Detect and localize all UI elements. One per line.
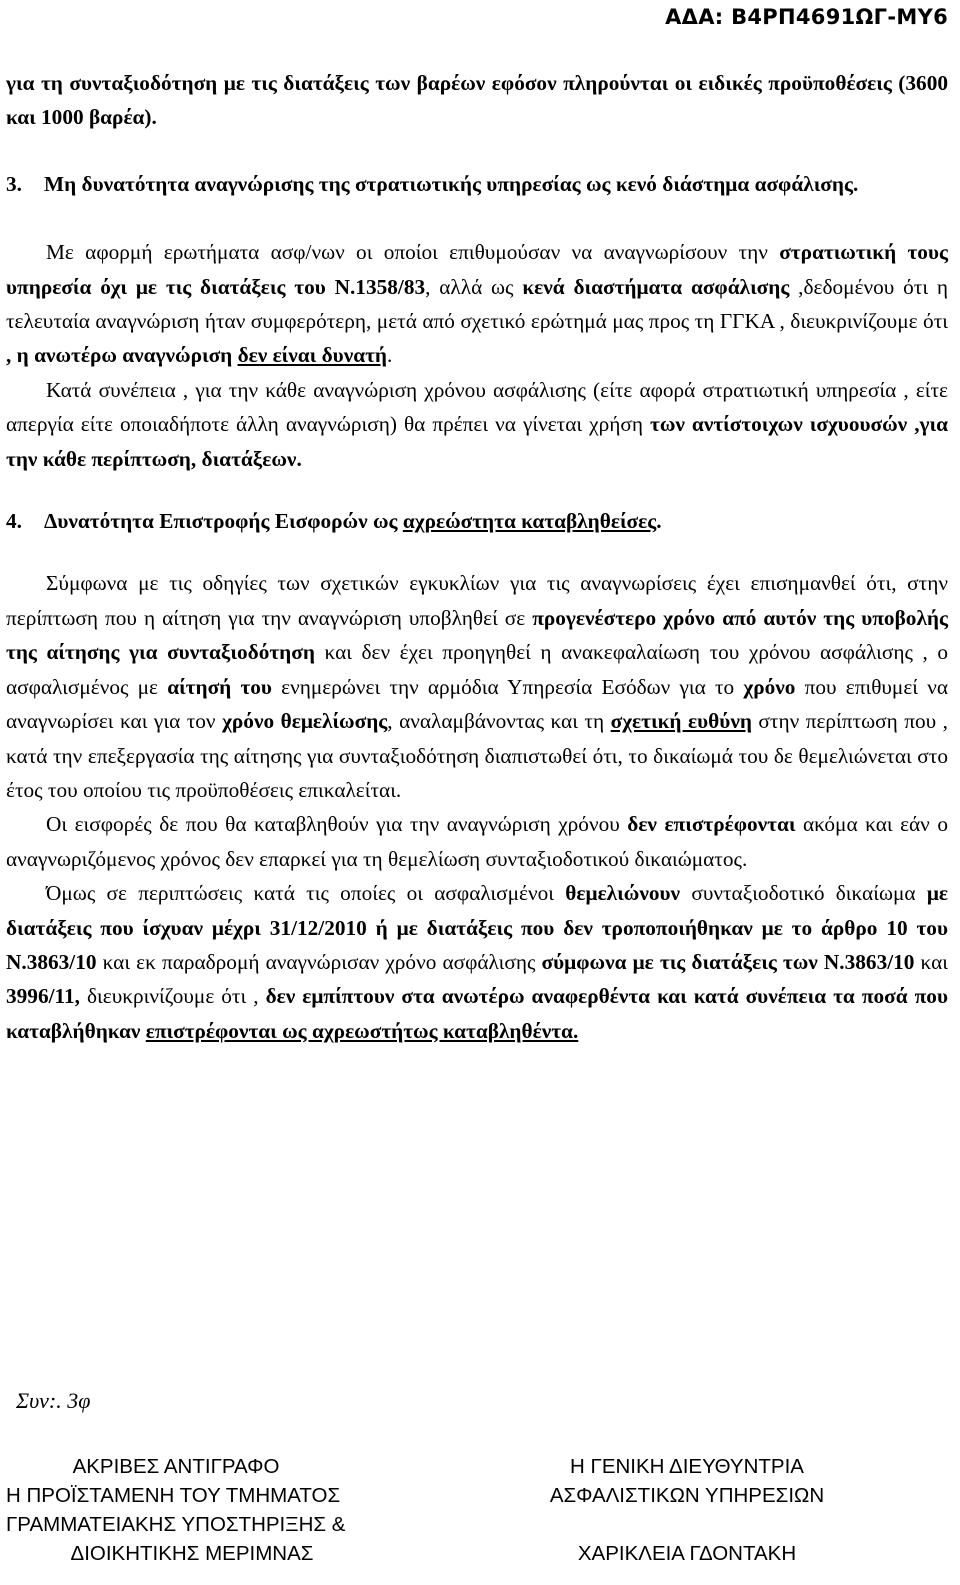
section-4-paragraph-2 [6,807,948,876]
text-run-bold: στρατιωτική τους υπηρεσία όχι με τις διατάξεις του Ν.1358/83 [6,240,948,299]
text-run-bold: με διατάξεις που ίσχυαν μέχρι 31/12/2010 ή με διατάξεις που δεν τροποποιήθηκαν με το άρθρο 10 του Ν.3863/10 [6,881,949,974]
section-4-paragraph-1 [6,566,948,807]
text-run: Σύμφωνα με τις οδηγίες των σχετικών εγκυκλίων για τις αναγνωρίσεις έχει επισημανθεί ότι, στην περίπτωση που η αίτηση για την αναγνώριση υποβληθεί σε [6,571,948,630]
text-run-bold: κενά διαστήματα ασφάλισης [522,274,790,299]
signature-block-left [6,1452,378,1568]
section-3-title: Μη δυνατότητα αναγνώρισης της στρατιωτικής υπηρεσίας ως κενό διάστημα ασφάλισης. [44,171,859,196]
text-run-bold: χρόνο θεμελίωσης [222,709,388,734]
text-run-bold: δεν εμπίπτουν στα ανωτέρω αναφερθέντα και κατά συνέπεια τα ποσά που καταβλήθηκαν [6,984,948,1043]
text-run-bold: προγενέστερο χρόνο από αυτόν της υποβολής της αίτησης για συνταξιοδότηση [6,605,948,665]
text-run: στην περίπτωση που , κατά την επεξεργασία της αίτησης για συνταξιοδότηση διαπιστωθεί ότι, το δικαίωμά του δε θεμελιώνεται στο έτος του οποίου τις προϋποθέσεις επικαλείται. [6,709,948,802]
text-run: , αλλά ως [425,274,523,299]
text-run-bold: των αντίστοιχων ισχυουσών ,για την κάθε περίπτωση, διατάξεων. [6,412,948,471]
text-run: Κατά συνέπεια , για την κάθε αναγνώριση χρόνου ασφάλισης (είτε αφορά στρατιωτική υπηρεσία , είτε απεργία είτε οποιαδήποτε άλλη αναγνώριση) θα πρέπει να γίνεται χρήση [6,377,948,437]
signature-left-line-2: Η ΠΡΟΪΣΤΑΜΕΝΗ ΤΟΥ ΤΜΗΜΑΤΟΣ [6,1484,341,1507]
attachments-note: Συν:. 3φ [16,1388,91,1413]
text-run: που επιθυμεί να αναγνωρίσει και για τον [6,674,949,734]
signature-left-line-3: ΓΡΑΜΜΑΤΕΙΑΚΗΣ ΥΠΟΣΤΗΡΙΞΗΣ & [6,1513,346,1536]
text-run-bold: χρόνο [743,674,796,699]
signature-right-line-3 [512,1510,862,1539]
section-3-paragraph-1 [6,235,948,373]
text-run-bold: 3996/11, [6,984,80,1009]
text-run-bold-underlined: επιστρέφονται ως αχρεωστήτως καταβληθέντα. [145,1018,579,1043]
text-run-bold: σύμφωνα με τις διατάξεις των Ν.3863/10 [541,949,915,974]
text-run: ενημερώνει την αρμόδια Υπηρεσία Εσόδων για το [271,674,744,699]
section-3-number: 3. [6,171,22,196]
text-run: συνταξιοδοτικό δικαίωμα [680,881,927,906]
section-3-paragraph-2 [6,373,948,476]
section-3-heading [6,167,948,201]
text-run: και δεν έχει προηγηθεί η ανακεφαλαίωση του χρόνου ασφάλισης , ο ασφαλισμένος με [6,640,949,699]
text-run: ,δεδομένου ότι η τελευταία αναγνώριση ήταν συμφερότερη, μετά από σχετικό ερώτημά μας προς τη ΓΓΚΑ , διευκρινίζουμε ότι [6,274,949,334]
text-run: διευκρινίζουμε ότι , [79,984,266,1009]
text-run-bold: θεμελιώνουν [565,881,681,906]
section-4-title-underlined: αχρεώστητα καταβληθείσες [402,509,657,534]
text-run-bold-underlined: δεν είναι δυνατή [237,343,388,368]
document-body [6,66,948,1048]
text-run-bold: δεν επιστρέφονται [627,812,796,837]
text-run: . [387,343,393,368]
section-4-title: Δυνατότητα Επιστροφής Εισφορών ως [44,509,403,534]
signature-right-line-2: ΑΣΦΑΛΙΣΤΙΚΩΝ ΥΠΗΡΕΣΙΩΝ [549,1484,825,1507]
section-4-paragraph-3 [6,876,948,1048]
ada-code: ΑΔΑ: Β4ΡΠ4691ΩΓ-ΜΥ6 [665,5,948,29]
text-run: και εκ παραδρομή αναγνώρισαν χρόνο ασφάλισης [96,949,542,974]
signature-right-line-1: Η ΓΕΝΙΚΗ ΔΙΕΥΘΥΝΤΡΙΑ [570,1455,804,1478]
text-run: . [656,509,662,534]
signature-left-line-1: ΑΚΡΙΒΕΣ ΑΝΤΙΓΡΑΦΟ [72,1455,280,1478]
text-run: , αναλαμβάνοντας και τη [387,709,611,734]
section-4-heading [6,504,948,538]
text-run: Με αφορμή ερωτήματα ασφ/νων οι οποίοι επιθυμούσαν να αναγνωρίσουν την [46,240,780,265]
section-4-number: 4. [6,509,22,534]
text-run: Οι εισφορές δε που θα καταβληθούν για την αναγνώριση χρόνου [46,812,628,837]
intro-paragraph [6,66,948,135]
text-run-bold: αίτησή του [167,674,272,699]
text-run-bold-underlined: σχετική ευθύνη [610,709,752,734]
signature-right-line-4: ΧΑΡΙΚΛΕΙΑ ΓΔΟΝΤΑΚΗ [577,1542,797,1565]
text-run: Όμως σε περιπτώσεις κατά τις οποίες οι ασφαλισμένοι [46,881,566,906]
intro-text: για τη συνταξιοδότηση με τις διατάξεις των βαρέων εφόσον πληρούνται οι ειδικές προϋποθέσεις (3600 και 1000 βαρέα). [6,71,948,130]
text-run-bold: , η ανωτέρω αναγνώριση [6,343,238,368]
text-run: ακόμα και εάν ο αναγνωριζόμενος χρόνος δεν επαρκεί για τη θεμελίωση συνταξιοδοτικού δικαιώματος. [6,812,948,871]
signature-left-line-4: ΔΙΟΙΚΗΤΙΚΗΣ ΜΕΡΙΜΝΑΣ [70,1542,314,1565]
signature-block-right [512,1452,862,1568]
text-run: και [914,949,948,974]
